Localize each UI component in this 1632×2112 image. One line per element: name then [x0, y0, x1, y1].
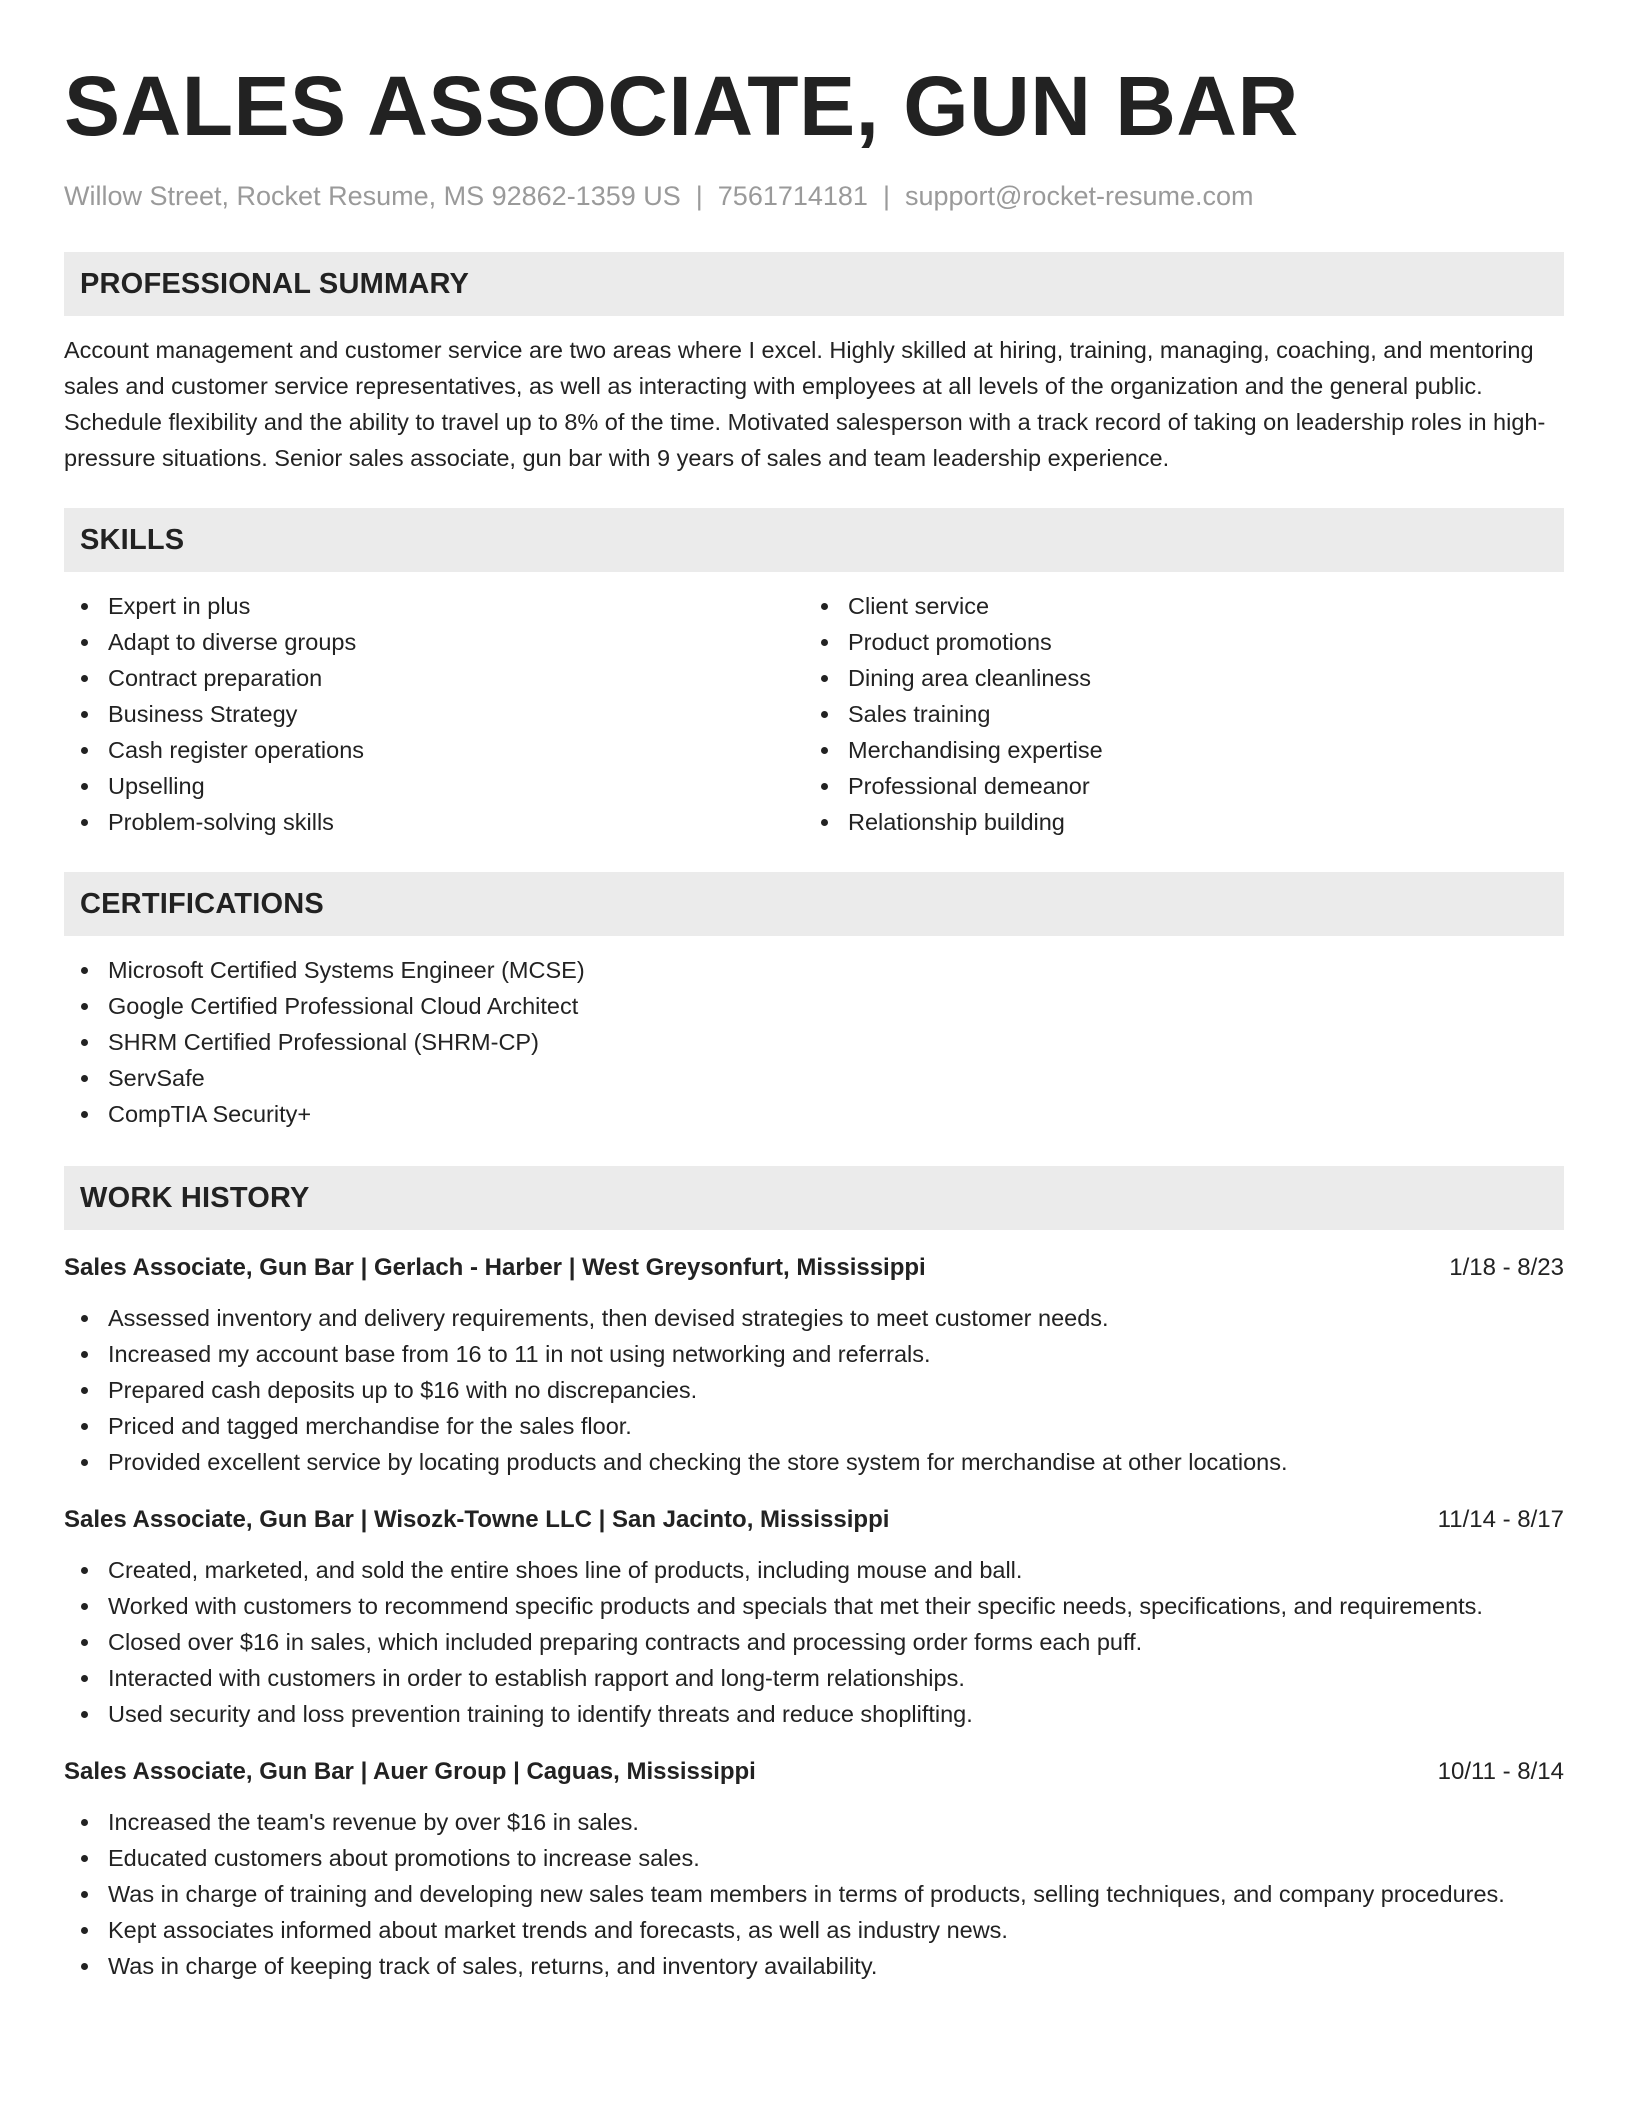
job-bullet: Closed over $16 in sales, which included preparing contracts and processing order forms each puff.: [64, 1624, 1564, 1660]
job-bullet: Increased my account base from 16 to 11 in not using networking and referrals.: [64, 1336, 1564, 1372]
contact-separator: |: [882, 181, 890, 211]
skill-item: Professional demeanor: [804, 768, 1544, 804]
skill-item: Adapt to diverse groups: [64, 624, 804, 660]
work-history-list: [64, 1250, 1564, 1984]
skill-item: Cash register operations: [64, 732, 804, 768]
skill-item: Product promotions: [804, 624, 1544, 660]
contact-address: Willow Street, Rocket Resume, MS 92862-1359 US: [64, 181, 681, 211]
skill-item: Merchandising expertise: [804, 732, 1544, 768]
job-entry: [64, 1502, 1564, 1732]
certifications-heading: CERTIFICATIONS: [64, 872, 1564, 936]
skill-item: Relationship building: [804, 804, 1544, 840]
certification-item: CompTIA Security+: [64, 1096, 1564, 1132]
job-bullet: Kept associates informed about market trends and forecasts, as well as industry news.: [64, 1912, 1564, 1948]
job-dates: 11/14 - 8/17: [1437, 1506, 1564, 1533]
contact-separator: |: [695, 181, 703, 211]
job-bullets: [64, 1300, 1564, 1480]
job-bullet: Priced and tagged merchandise for the sales floor.: [64, 1408, 1564, 1444]
skill-item: Problem-solving skills: [64, 804, 804, 840]
certification-item: SHRM Certified Professional (SHRM-CP): [64, 1024, 1564, 1060]
job-bullet: Created, marketed, and sold the entire shoes line of products, including mouse and ball.: [64, 1552, 1564, 1588]
skills-list-right: [804, 588, 1544, 840]
certification-item: Google Certified Professional Cloud Architect: [64, 988, 1564, 1024]
work-history-heading: WORK HISTORY: [64, 1166, 1564, 1230]
skills-list-left: [64, 588, 804, 840]
contact-line: [64, 178, 1564, 214]
job-bullet: Prepared cash deposits up to $16 with no discrepancies.: [64, 1372, 1564, 1408]
job-bullets: [64, 1804, 1564, 1984]
job-bullet: Used security and loss prevention training to identify threats and reduce shoplifting.: [64, 1696, 1564, 1732]
job-bullet: Was in charge of training and developing new sales team members in terms of products, selling techniques, and company procedures.: [64, 1876, 1564, 1912]
job-bullet: Was in charge of keeping track of sales, returns, and inventory availability.: [64, 1948, 1564, 1984]
skill-item: Client service: [804, 588, 1544, 624]
skill-item: Contract preparation: [64, 660, 804, 696]
job-header: [64, 1754, 1564, 1790]
job-bullet: Educated customers about promotions to increase sales.: [64, 1840, 1564, 1876]
certification-item: ServSafe: [64, 1060, 1564, 1096]
certifications-list: [64, 952, 1564, 1132]
job-title: Sales Associate, Gun Bar | Auer Group | Caguas, Mississippi: [64, 1758, 756, 1785]
skill-item: Sales training: [804, 696, 1544, 732]
skill-item: Business Strategy: [64, 696, 804, 732]
job-bullet: Increased the team's revenue by over $16 in sales.: [64, 1804, 1564, 1840]
resume-name: SALES ASSOCIATE, GUN BAR: [64, 59, 1299, 153]
job-title: Sales Associate, Gun Bar | Gerlach - Harber | West Greysonfurt, Mississippi: [64, 1254, 926, 1281]
job-entry: [64, 1250, 1564, 1480]
summary-text: Account management and customer service are two areas where I excel. Highly skilled at hiring, training, managing, coaching, and mentoring sales and customer service representatives, as well as interacting with employees at all levels of the organization and the general public. Schedule flexibility and the ability to travel up to 8% of the time. Motivated salesperson with a track record of taking on leadership roles in high-pressure situations. Senior sales associate, gun bar with 9 years of sales and team leadership experience.: [64, 337, 1546, 471]
skills-heading: SKILLS: [64, 508, 1564, 572]
job-title: Sales Associate, Gun Bar | Wisozk-Towne LLC | San Jacinto, Mississippi: [64, 1506, 890, 1533]
job-bullet: Worked with customers to recommend specific products and specials that met their specific needs, specifications, and requirements.: [64, 1588, 1564, 1624]
job-header: [64, 1502, 1564, 1538]
contact-email: support@rocket-resume.com: [904, 181, 1254, 211]
summary-heading: PROFESSIONAL SUMMARY: [64, 252, 1564, 316]
job-bullet: Interacted with customers in order to establish rapport and long-term relationships.: [64, 1660, 1564, 1696]
job-bullet: Assessed inventory and delivery requirements, then devised strategies to meet customer needs.: [64, 1300, 1564, 1336]
contact-phone: 7561714181: [717, 181, 868, 211]
skills-grid: [64, 588, 1564, 840]
job-entry: [64, 1754, 1564, 1984]
job-bullet: Provided excellent service by locating products and checking the store system for merchandise at other locations.: [64, 1444, 1564, 1480]
skill-item: Upselling: [64, 768, 804, 804]
skill-item: Dining area cleanliness: [804, 660, 1544, 696]
certification-item: Microsoft Certified Systems Engineer (MCSE): [64, 952, 1564, 988]
job-dates: 1/18 - 8/23: [1449, 1254, 1564, 1281]
skill-item: Expert in plus: [64, 588, 804, 624]
job-header: [64, 1250, 1564, 1286]
job-bullets: [64, 1552, 1564, 1732]
job-dates: 10/11 - 8/14: [1437, 1758, 1564, 1785]
